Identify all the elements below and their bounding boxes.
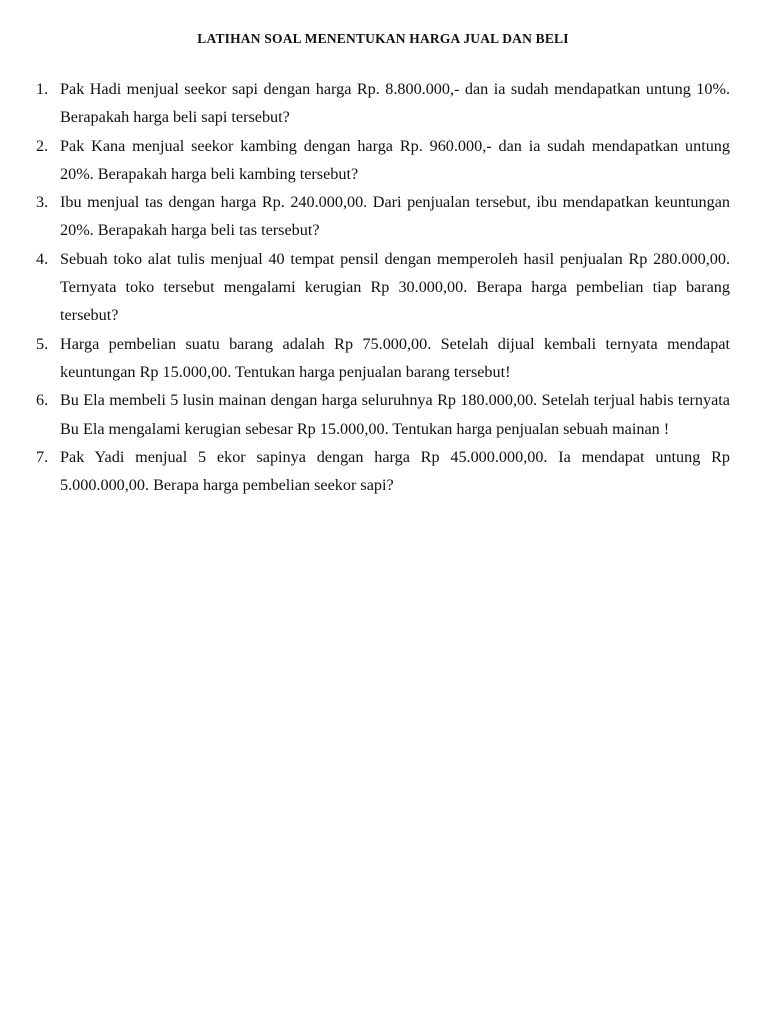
question-number: 6. xyxy=(36,391,49,410)
question-text: Sebuah toko alat tulis menjual 40 tempat pensil dengan memperoleh hasil penjualan Rp 280.000,00. Ternyata toko tersebut mengalami kerugian Rp 30.000,00. Berapa harga pembelian tiap barang tersebut? xyxy=(60,249,730,325)
question-item xyxy=(36,132,730,189)
question-text: Bu Ela membeli 5 lusin mainan dengan harga seluruhnya Rp 180.000,00. Setelah terjual habis ternyata Bu Ela mengalami kerugian sebesar Rp 15.000,00. Tentukan harga penjualan sebuah mainan ! xyxy=(60,391,730,438)
question-number: 2. xyxy=(36,136,49,155)
question-number: 4. xyxy=(36,249,49,268)
question-number: 5. xyxy=(36,334,49,353)
question-item xyxy=(36,330,730,387)
question-text: Harga pembelian suatu barang adalah Rp 75.000,00. Setelah dijual kembali ternyata mendapat keuntungan Rp 15.000,00. Tentukan harga penjualan barang tersebut! xyxy=(60,334,730,381)
question-item xyxy=(36,75,730,132)
question-text: Pak Hadi menjual seekor sapi dengan harga Rp. 8.800.000,- dan ia sudah mendapatkan untung 10%. Berapakah harga beli sapi tersebut? xyxy=(60,80,730,127)
question-text: Pak Yadi menjual 5 ekor sapinya dengan harga Rp 45.000.000,00. Ia mendapat untung Rp 5.000.000,00. Berapa harga pembelian seekor sapi? xyxy=(60,447,730,495)
question-item xyxy=(36,443,730,500)
document-title: LATIHAN SOAL MENENTUKAN HARGA JUAL DAN BELI xyxy=(197,31,569,46)
question-number: 7. xyxy=(36,447,49,466)
question-item xyxy=(36,245,730,330)
question-list xyxy=(36,75,730,499)
question-text: Pak Kana menjual seekor kambing dengan harga Rp. 960.000,- dan ia sudah mendapatkan untung 20%. Berapakah harga beli kambing tersebut? xyxy=(60,136,730,183)
question-number: 1. xyxy=(36,80,49,98)
question-text: Ibu menjual tas dengan harga Rp. 240.000,00. Dari penjualan tersebut, ibu mendapatkan keuntungan 20%. Berapakah harga beli tas tersebut? xyxy=(60,193,730,240)
question-item xyxy=(36,188,730,245)
question-item xyxy=(36,386,730,443)
question-number: 3. xyxy=(36,193,49,212)
